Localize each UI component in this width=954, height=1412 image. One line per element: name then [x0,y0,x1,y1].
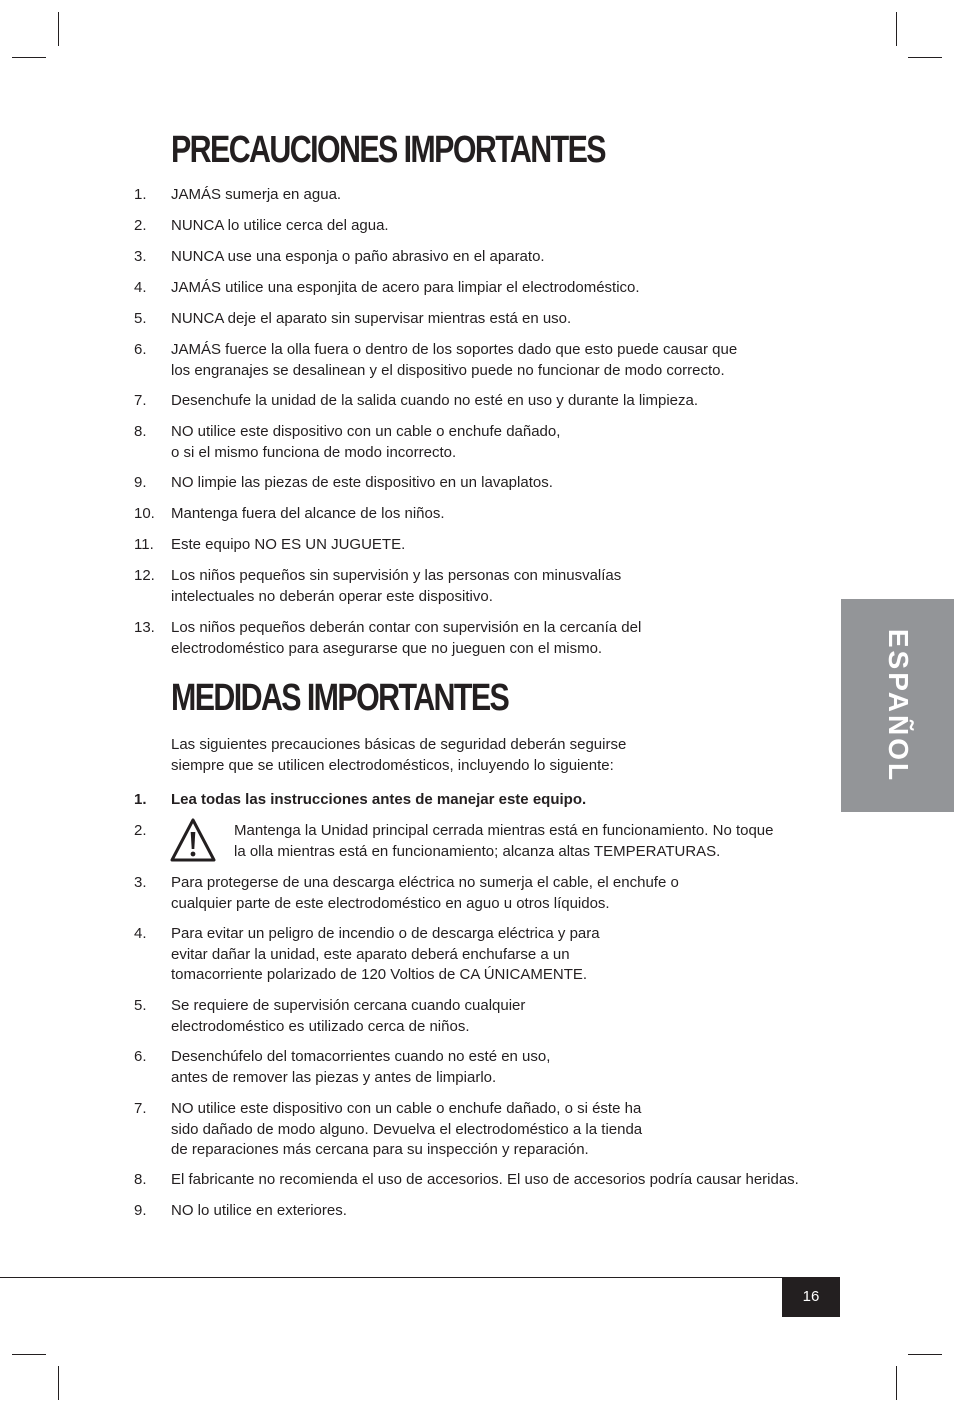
language-tab [841,599,954,812]
item-number: 3. [134,248,147,265]
crop-mark [896,12,897,46]
crop-mark [58,1366,59,1400]
crop-mark [58,12,59,46]
page-number: 16 [782,1277,840,1317]
item-text: JAMÁS fuerce la olla fuera o dentro de los soportes dado que esto puede causar que los engranajes se desalinean y el dispositivo puede no funcionar de modo correcto. [171,341,738,379]
warning-triangle-icon [169,817,217,863]
crop-mark [12,1354,46,1355]
item-text: NO utilice este dispositivo con un cable o enchufe dañado, o si el mismo funciona de modo incorrecto. [171,423,561,461]
item-number: 1. [134,791,147,808]
section-title-precauciones: PRECAUCIONES IMPORTANTES [171,129,605,171]
item-text: NUNCA lo utilice cerca del agua. [171,217,389,234]
item-number: 3. [134,874,147,891]
item-number: 12. [134,567,155,584]
item-number: 13. [134,619,155,636]
item-number: 11. [134,536,154,553]
item-text: Para evitar un peligro de incendio o de descarga eléctrica y para evitar dañar la unidad, este aparato deberá enchufarse a un tomacorriente polarizado de 120 Voltios de CA ÚNICAMENTE. [171,925,600,983]
crop-mark [908,1354,942,1355]
item-text: NO limpie las piezas de este dispositivo en un lavaplatos. [171,474,553,491]
item-text: Mantenga la Unidad principal cerrada mientras está en funcionamiento. No toque la olla mientras está en funcionamiento; alcanza altas TEMPERATURAS. [234,822,774,860]
item-text: Lea todas las instrucciones antes de manejar este equipo. [171,791,587,808]
item-number: 8. [134,1171,147,1188]
item-text: NUNCA use una esponja o paño abrasivo en el aparato. [171,248,545,265]
item-text: El fabricante no recomienda el uso de accesorios. El uso de accesorios podría causar heridas. [171,1171,799,1188]
item-number: 9. [134,1202,147,1219]
footer-rule [0,1277,840,1278]
crop-mark [908,57,942,58]
item-number: 2. [134,822,147,839]
item-text: Los niños pequeños deberán contar con supervisión en la cercanía del electrodoméstico para asegurarse que no jueguen con el mismo. [171,619,642,657]
item-number: 8. [134,423,147,440]
item-text: NO lo utilice en exteriores. [171,1202,347,1219]
item-number: 4. [134,279,147,296]
item-text: Mantenga fuera del alcance de los niños. [171,505,445,522]
item-number: 7. [134,392,147,409]
item-number: 5. [134,310,147,327]
item-text: JAMÁS sumerja en agua. [171,186,342,203]
item-text: Los niños pequeños sin supervisión y las personas con minusvalías intelectuales no deberán operar este dispositivo. [171,567,622,605]
item-text: Este equipo NO ES UN JUGUETE. [171,536,406,553]
item-number: 10. [134,505,155,522]
item-number: 1. [134,186,147,203]
item-text: NO utilice este dispositivo con un cable o enchufe dañado, o si éste ha sido dañado de modo alguno. Devuelva el electrodoméstico a la tienda de reparaciones más cercana para su inspección y reparación. [171,1100,643,1158]
crop-mark [896,1366,897,1400]
item-number: 9. [134,474,147,491]
item-number: 6. [134,1048,147,1065]
item-text: Para protegerse de una descarga eléctrica no sumerja el cable, el enchufe o cualquier parte de este electrodoméstico en aguo u otros líquidos. [171,874,679,912]
crop-mark [12,57,46,58]
section-title-medidas: MEDIDAS IMPORTANTES [171,677,509,719]
item-number: 7. [134,1100,147,1117]
item-text: Desenchúfelo del tomacorrientes cuando no esté en uso, antes de remover las piezas y antes de limpiarlo. [171,1048,551,1086]
item-text: Desenchufe la unidad de la salida cuando no esté en uso y durante la limpieza. [171,392,699,409]
item-text: JAMÁS utilice una esponjita de acero para limpiar el electrodoméstico. [171,279,640,296]
medidas-intro: Las siguientes precauciones básicas de seguridad deberán seguirse siempre que se utilicen electrodomésticos, incluyendo lo siguiente: [171,736,627,774]
item-number: 6. [134,341,147,358]
language-tab-label: ESPAÑOL [882,628,914,783]
item-number: 5. [134,997,147,1014]
item-text: Se requiere de supervisión cercana cuando cualquier electrodoméstico es utilizado cerca de niños. [171,997,526,1035]
item-text: NUNCA deje el aparato sin supervisar mientras está en uso. [171,310,572,327]
item-number: 4. [134,925,147,942]
item-number: 2. [134,217,147,234]
